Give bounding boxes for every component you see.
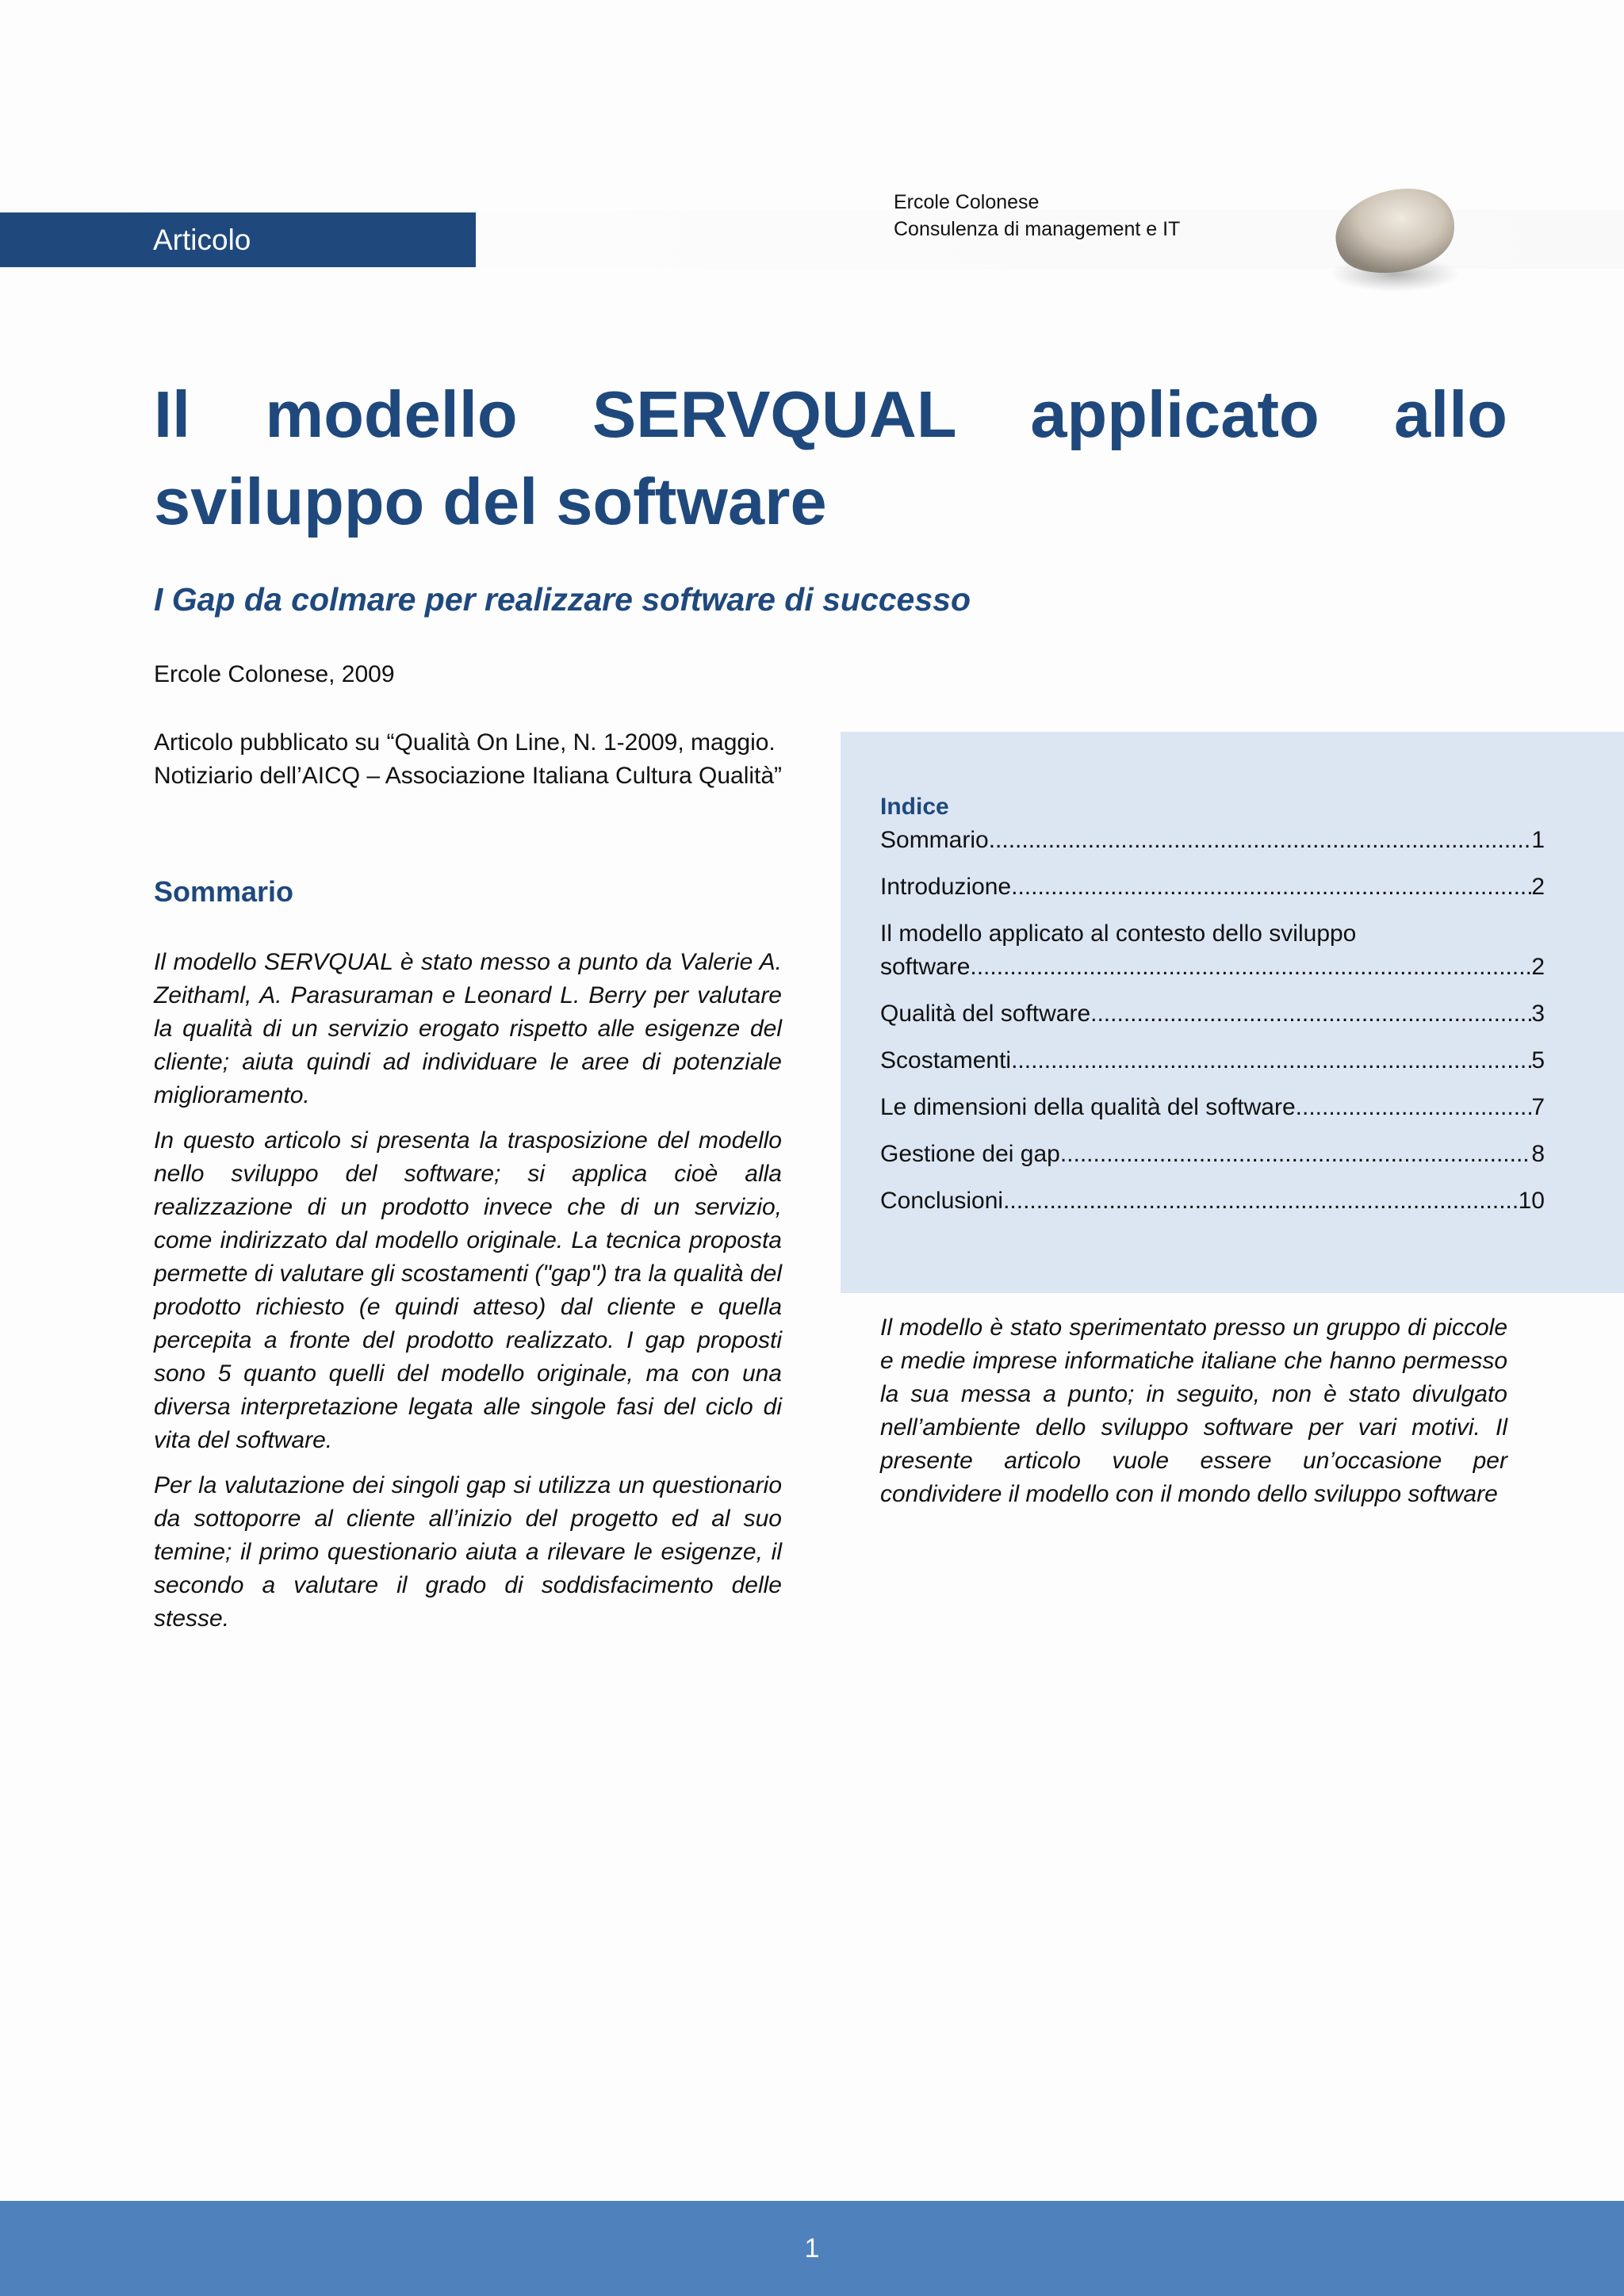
section-tag: Articolo [0,212,476,267]
publication-line: Articolo pubblicato su “Qualità On Line, N. 1-2009, maggio. [154,729,776,756]
table-of-contents [841,732,1624,1293]
page-number: 1 [804,2233,820,2263]
toc-item-introduzione[interactable] [880,871,1545,904]
toc-item-page: 5 [1531,1047,1545,1073]
toc-item-label: Sommario [880,827,989,853]
toc-heading: Indice [880,794,949,820]
publication-line: Notiziario dell’AICQ – Associazione Italiana Cultura Qualità” [154,763,783,789]
toc-leader [989,824,1532,857]
toc-item-dimensioni[interactable] [880,1091,1545,1124]
toc-item-label: Scostamenti [880,1047,1012,1073]
article-author: Ercole Colonese, 2009 [154,661,395,687]
toc-item-page: 8 [1531,1141,1545,1167]
toc-item-page: 10 [1518,1188,1545,1214]
toc-item-sommario[interactable] [880,824,1545,857]
summary-paragraph: Per la valutazione dei singoli gap si utilizza un questionario da sottoporre al cliente all’inizio del progetto ed al suo temine; il primo questionario aiuta a rilevare le esigenze, il secondo a valutare il grado di soddisfacimento delle stesse. [154,1472,782,1632]
toc-item-qualita[interactable] [880,997,1545,1031]
article-title: Il modello SERVQUAL applicato allo sviluppo del software [154,377,1507,538]
toc-leader [1090,997,1531,1031]
toc-item-page: 3 [1531,1001,1545,1027]
toc-leader [1296,1091,1532,1124]
toc-item-label: Gestione dei gap [880,1141,1060,1167]
toc-leader [1011,871,1531,904]
toc-item-modello-applicato[interactable] [880,917,1545,984]
publication-note [154,726,828,793]
toc-item-label: Il modello applicato al contesto dello sviluppo [880,920,1357,947]
toc-leader [970,951,1531,984]
toc-leader [1011,1044,1531,1077]
toc-item-label: Conclusioni [880,1188,1004,1214]
summary-paragraph: Il modello SERVQUAL è stato messo a punto da Valerie A. Zeithaml, A. Parasuraman e Leonard L. Berry per valutare la qualità di un servizio erogato rispetto alle esigenze del cliente; aiuta quindi ad individuare le aree di potenziale miglioramento. [154,949,782,1108]
article-subtitle: I Gap da colmare per realizzare software di successo [154,581,971,618]
brand-name: Ercole Colonese [894,191,1040,213]
toc-item-label: software [880,954,971,980]
brand-block [894,189,1180,243]
summary-paragraph: Il modello è stato sperimentato presso un gruppo di piccole e medie imprese informatiche italiane che hanno permesso la sua messa a punto; in seguito, non è stato divulgato nell’ambiente dello sviluppo software per vari motivi. Il presente articolo vuole essere un’occasione per condividere il modello con il mondo dello sviluppo software [880,1314,1507,1507]
summary-heading: Sommario [154,875,294,908]
toc-item-page: 2 [1531,874,1545,900]
toc-item-label: Introduzione [880,874,1012,900]
stone-icon [1322,181,1465,300]
summary-column-left [154,946,782,1636]
brand-tagline: Consulenza di management e IT [894,218,1181,240]
toc-item-page: 2 [1531,954,1545,980]
toc-leader [1003,1184,1519,1218]
toc-item-scostamenti[interactable] [880,1044,1545,1077]
toc-item-page: 1 [1531,827,1545,853]
summary-column-right [880,1311,1507,1523]
toc-leader [1060,1138,1531,1171]
toc-item-conclusioni[interactable] [880,1184,1545,1218]
summary-paragraph: In questo articolo si presenta la trasposizione del modello nello sviluppo del software; si applica cioè alla realizzazione di un prodotto invece che di un servizio, come indirizzato dal modello originale. La tecnica proposta permette di valutare gli scostamenti ("gap") tra la qualità del prodotto richiesto (e quindi atteso) dal cliente e quella percepita a fronte del prodotto realizzato. I gap proposti sono 5 quanto quelli del modello originale, ma con una diversa interpretazione legata alle singole fasi del ciclo di vita del software. [154,1127,782,1453]
toc-item-label: Qualità del software [880,1001,1091,1027]
page-footer [0,2201,1624,2296]
toc-item-gestione-gap[interactable] [880,1138,1545,1171]
toc-item-label: Le dimensioni della qualità del software [880,1094,1296,1120]
toc-item-page: 7 [1531,1094,1545,1120]
